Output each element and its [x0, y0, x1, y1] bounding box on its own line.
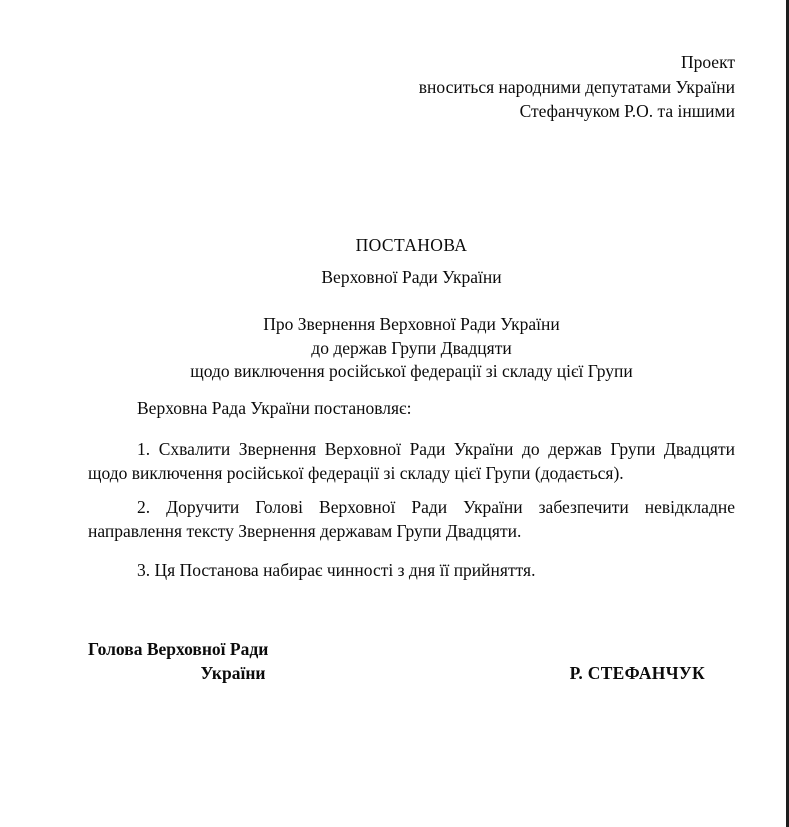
header-line-author: Стефанчуком Р.О. та іншими: [519, 101, 735, 121]
document-header: [88, 50, 735, 124]
about-line-1: Про Звернення Верховної Ради України: [263, 314, 560, 334]
body-clause-1: 1. Схвалити Звернення Верховної Ради України до держав Групи Двадцяти щодо виключення російської федерації зі складу цієї Групи (додається).: [88, 439, 735, 483]
document-about-block: [88, 313, 735, 384]
about-line-2: до держав Групи Двадцяти: [311, 337, 512, 358]
body-lead-paragraph: Верховна Рада України постановляє:: [137, 398, 412, 418]
signatory-name: Р. СТЕФАНЧУК: [569, 662, 705, 683]
signature-block: [88, 638, 735, 685]
header-line-submitted-by: вноситься народними депутатами України: [418, 76, 735, 97]
body-clause-2: 2. Доручити Голові Верховної Ради України забезпечити невідкладне направлення тексту Звернення державам Групи Двадцяти.: [88, 497, 735, 541]
about-line-3: щодо виключення російської федерації зі складу цієї Групи: [190, 361, 633, 381]
header-line-project: Проект: [680, 52, 735, 72]
signatory-role-line-1: Голова Верховної Ради: [88, 639, 269, 659]
body-clause-3: 3. Ця Постанова набирає чинності з дня її прийняття.: [137, 560, 536, 580]
signature-row: [88, 662, 735, 686]
document-subtitle: Верховної Ради України: [321, 267, 502, 287]
document-title: ПОСТАНОВА: [355, 235, 468, 255]
signatory-role-line-2: України: [200, 662, 266, 683]
